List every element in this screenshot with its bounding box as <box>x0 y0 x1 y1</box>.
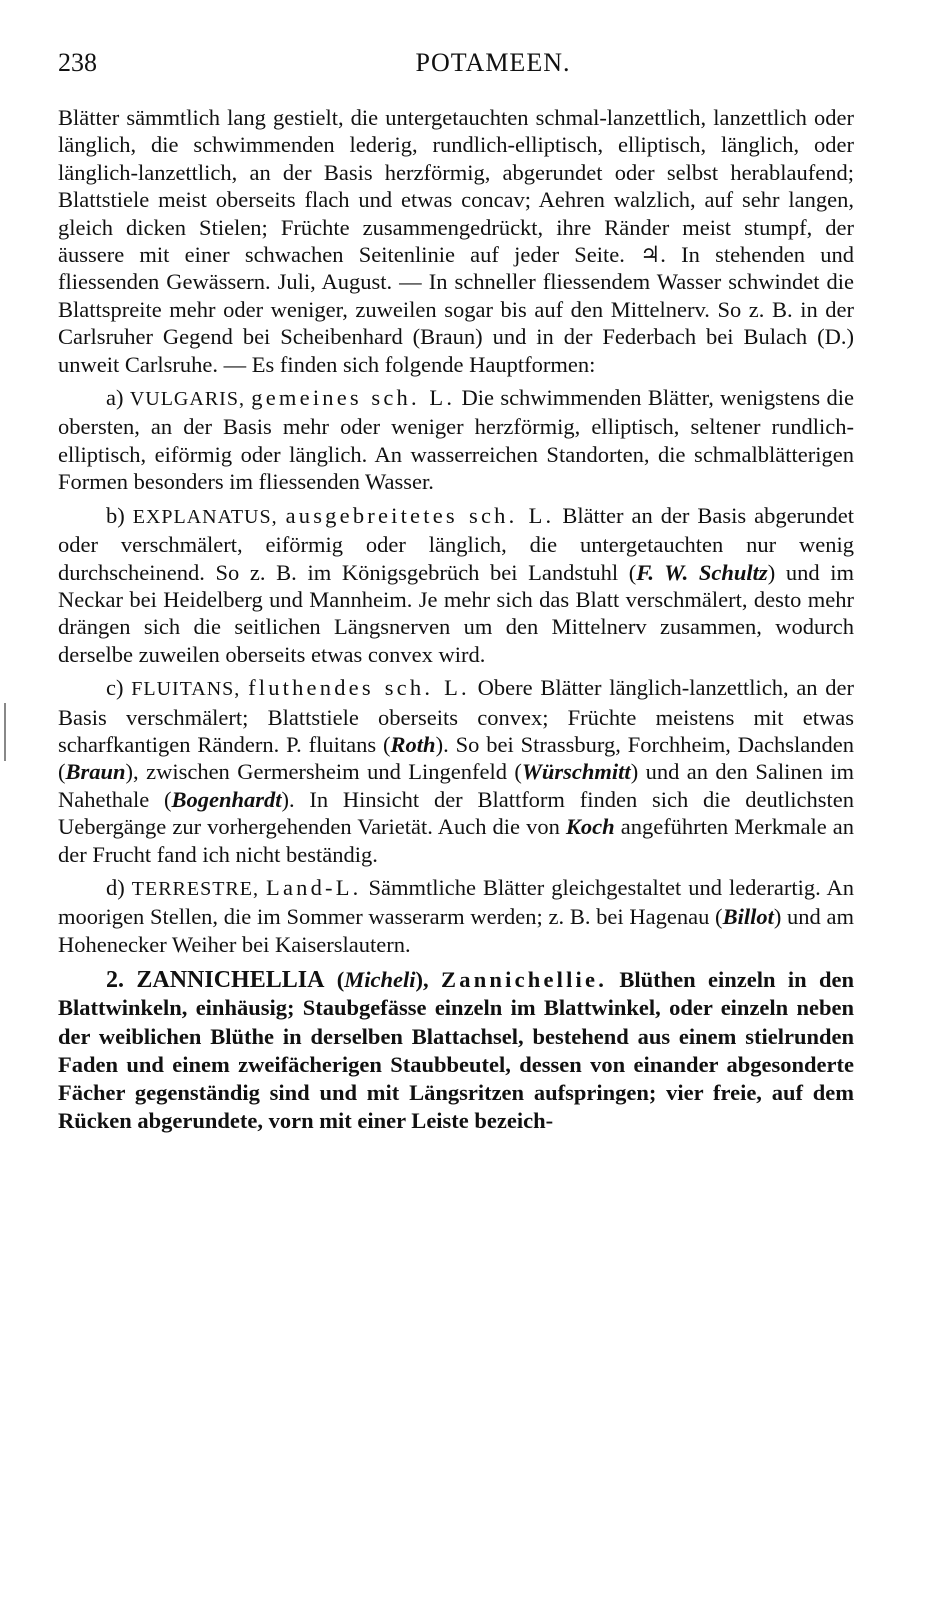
variety-b-letter: b) <box>106 502 125 528</box>
variety-d-name: TERRESTRE, <box>131 877 259 900</box>
variety-d-common-name: Land-L. <box>266 874 362 900</box>
variety-b-author-1: F. W. Schultz <box>636 559 768 585</box>
genus-description: Blüthen einzeln in den Blattwinkeln, einhäusig; Staubgefässe einzeln im Blattwinkel, oder einzeln neben der weiblichen Blüthe in derselben Blattachsel, bestehend aus einem stielrunden Faden und einem zweifächerigen Staubbeutel, dessen von einander abgesonderte Fächer gegenständig sind und mit Längsritzen aufspringen; vier freie, auf dem Rücken abgerundete, vorn mit einer Leiste bezeich- <box>58 967 855 1134</box>
variety-c-body-2: ). So bei Strassburg, Forchheim, Dachslanden ( <box>58 731 854 785</box>
variety-a-letter: a) <box>106 385 124 411</box>
variety-c-author-3: Würschmitt <box>521 759 631 785</box>
variety-c-body-6: angeführten Merkmale an der Frucht fand ich nicht beständig. <box>58 814 854 867</box>
variety-d-author-1: Billot <box>722 904 774 930</box>
intro-paragraph: Blätter sämmtlich lang gestielt, die untergetauchten schmal-lanzettlich, lanzettlich oder länglich, die schwimmenden lederig, rundlich-elliptisch, elliptisch, länglich, oder länglich-lanzettlich, an der Basis herzförmig, abgerundet oder selbst herablaufend; Blattstiele meist oberseits flach und etwas concav; Aehren walzlich, auf sehr langen, gleich dicken Stielen; Früchte zusammengedrückt, ihre Ränder meist stumpf, der äussere mit einer schwachen Seitenlinie auf jeder Seite. ♃. In stehenden und fliessenden Gewässern. Juli, August. — In schneller fliessendem Wasser schwindet die Blattspreite mehr oder weniger, zuweilen sogar bis auf den Mittelnerv. So z. B. in der Carlsruher Gegend bei Scheibenhard (Braun) und in der Federbach bei Bulach (D.) unweit Carlsruhe. — Es finden sich folgende Hauptformen: <box>58 105 854 377</box>
variety-d-body-2: ) und am Hohenecker Weiher bei Kaiserslautern. <box>58 904 854 957</box>
variety-c-body-3: ), zwischen Germersheim und Lingenfeld ( <box>125 759 522 785</box>
variety-c-author-5: Koch <box>565 814 615 840</box>
variety-c-common-name: fluthendes sch. L. <box>248 675 470 701</box>
variety-c-name: FLUITANS, <box>131 678 241 701</box>
genus-zannichellia-paragraph <box>58 966 854 1135</box>
page-number: 238 <box>58 48 97 77</box>
genus-number: 2. <box>106 967 124 994</box>
variety-c-body-1: Obere Blätter länglich-lanzettlich, an der Basis verschmälert; Blattstiele oberseits convex; Früchte meistens mit etwas scharfkantigen Rändern. P. fluitans ( <box>58 675 855 757</box>
variety-d-body-1: Sämmtliche Blätter gleichgestaltet und lederartig. An moorigen Stellen, die im Sommer wasserarm werden; z. B. bei Hagenau ( <box>58 874 855 930</box>
variety-c-letter: c) <box>106 675 124 701</box>
variety-c-author-2: Braun <box>65 759 126 785</box>
genus-common-name: Zannichellie. <box>441 967 608 993</box>
variety-c-body-5: ). In Hinsicht der Blattform finden sich die deutlichsten Uebergänge zur vorhergehenden Varietät. Auch die von <box>58 786 854 840</box>
scan-edge-mark <box>4 703 6 761</box>
variety-d-paragraph <box>58 874 854 958</box>
variety-b-name: EXPLANATUS, <box>132 505 278 528</box>
variety-a-body: Die schwimmenden Blätter, wenigstens die obersten, an der Basis mehr oder weniger herzförmig, elliptisch, seltener rundlich-elliptisch, eiförmig oder länglich. An wasserreichen Standorten, die schmalblätterigen Formen besonders im fliessenden Wasser. <box>58 385 854 495</box>
variety-b-paragraph <box>58 502 854 668</box>
running-head <box>58 46 858 80</box>
genus-name: ZANNICHELLIA <box>136 967 325 994</box>
genus-author-open: ( <box>324 967 345 993</box>
variety-a-name: VULGARIS, <box>129 388 245 411</box>
variety-b-common-name: ausgebreitetes sch. L. <box>285 502 555 528</box>
page-title: POTAMEEN. <box>415 48 571 77</box>
variety-b-body-2: ) und im Neckar bei Heidelberg und Mannheim. Je mehr sich das Blatt verschmälert, desto mehr drängen sich die seitlichen Längsnerven um den Mittelnerv zusammen, wodurch derselbe zuweilen oberseits etwas convex wird. <box>58 559 854 667</box>
variety-b-body-1: Blätter an der Basis abgerundet oder verschmälert, eiförmig oder länglich, die untergetauchten nur wenig durchscheinend. So z. B. im Königsgebrüch bei Landstuhl ( <box>58 502 855 585</box>
variety-c-author-1: Roth <box>390 731 436 757</box>
genus-author-close: ), <box>415 967 429 993</box>
variety-d-letter: d) <box>106 874 125 900</box>
genus-author: Micheli <box>344 967 416 993</box>
variety-c-paragraph <box>58 674 854 868</box>
variety-a-paragraph <box>58 384 854 496</box>
variety-c-body-4: ) und an den Salinen im Nahethale ( <box>58 759 854 812</box>
variety-a-common-name: gemeines sch. L. <box>251 385 456 411</box>
variety-c-author-4: Bogenhardt <box>171 786 282 812</box>
main-text-block <box>58 104 854 1141</box>
